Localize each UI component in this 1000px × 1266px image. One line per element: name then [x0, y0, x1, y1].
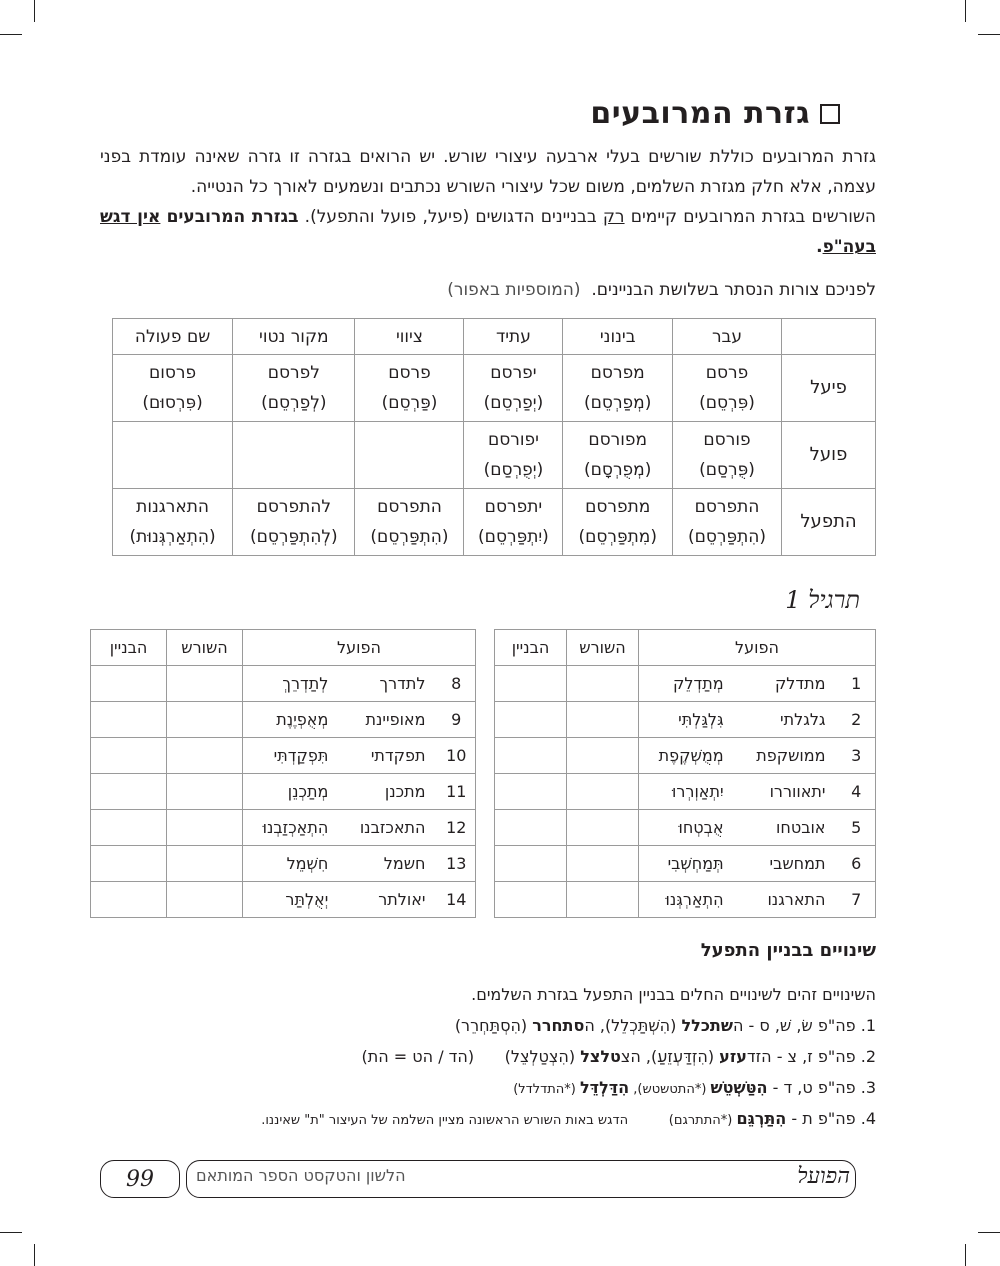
rule-bold: טלצל [580, 1047, 621, 1066]
checkbox-square-icon [820, 104, 840, 124]
binyan-answer-cell[interactable] [91, 846, 167, 882]
root-answer-cell[interactable] [167, 774, 243, 810]
rule-text: (הִשְׁתַּכְלֵל), ה [584, 1016, 682, 1035]
rule-bold: הִתַּרְגֵּם [736, 1109, 787, 1128]
binyan-answer-cell[interactable] [495, 738, 567, 774]
item-nikud: יִתְאַוְרְרוּ [639, 774, 736, 810]
cell-nikud: (הִתְפַּרְסֵם) [687, 527, 767, 547]
column-header: מקור נטוי [233, 319, 355, 355]
item-word: תמחשבי [736, 846, 838, 882]
crop-mark [0, 1232, 22, 1233]
cell-word: מפרסם [590, 363, 645, 383]
column-header: ציווי [355, 319, 464, 355]
item-number: 13 [438, 846, 476, 882]
item-nikud: מְתַדְלֵק [639, 666, 736, 702]
cell-word: לפרסם [267, 363, 320, 383]
cell-word: להתפרסם [256, 497, 332, 517]
item-nikud: מְתַכְנֵן [243, 774, 341, 810]
table-cell [464, 489, 563, 556]
binyan-answer-cell[interactable] [91, 702, 167, 738]
table-row [113, 355, 876, 422]
crop-mark [965, 1244, 966, 1266]
root-answer-cell[interactable] [167, 666, 243, 702]
crop-mark [978, 1232, 1000, 1233]
item-nikud: הִתְאַרְגְּנוּ [639, 882, 736, 918]
cell-nikud: (מְפֻרְסָם) [584, 460, 652, 480]
exercise-row [91, 774, 476, 810]
rule-line-3 [513, 1075, 876, 1103]
item-number: 6 [838, 846, 876, 882]
rule-text: 4. פה"פ ת - [786, 1109, 876, 1128]
root-header: השורש [567, 630, 639, 666]
item-word: התארגנו [736, 882, 838, 918]
binyan-answer-cell[interactable] [91, 882, 167, 918]
rule-bold: עזע [719, 1047, 747, 1066]
exercise-row [91, 738, 476, 774]
item-number: 10 [438, 738, 476, 774]
exercise-row [91, 810, 476, 846]
binyan-answer-cell[interactable] [91, 738, 167, 774]
rule-text: (הִצְטַלְצֵל) [504, 1047, 581, 1066]
root-answer-cell[interactable] [567, 738, 639, 774]
item-number: 11 [438, 774, 476, 810]
exercise-row [91, 882, 476, 918]
table-cell [563, 422, 673, 489]
column-header: בינוני [563, 319, 673, 355]
cell-nikud: (לְהִתְפַּרְסֵם) [249, 527, 338, 547]
item-word: מתכנן [340, 774, 437, 810]
binyan-answer-cell[interactable] [495, 846, 567, 882]
item-nikud: חִשְׁמֵל [243, 846, 341, 882]
root-answer-cell[interactable] [167, 882, 243, 918]
table-cell [464, 355, 563, 422]
footer-book-title: הלשון והטקסט הספר המותאם [196, 1166, 406, 1185]
cell-nikud: (פֻּרְסַם) [699, 460, 755, 480]
exercise-row [495, 774, 876, 810]
binyan-answer-cell[interactable] [91, 774, 167, 810]
item-word: מתדלק [736, 666, 838, 702]
rule-text: (*התטשטש), [629, 1082, 711, 1097]
table-intro-note: (המוספיות באפור) [447, 280, 581, 300]
item-nikud: תְּמַחְשְׁבִי [639, 846, 736, 882]
cell-word: מתפרסם [585, 497, 651, 517]
crop-mark [0, 34, 22, 35]
cell-nikud: (פַּרְסֵם) [381, 393, 438, 413]
rule-line-1 [455, 1013, 876, 1039]
page-number: 99 [100, 1160, 180, 1198]
item-nikud: הִתְאַכְזַבְנוּ [243, 810, 341, 846]
table-row [113, 422, 876, 489]
footer-brand: הפועל [797, 1164, 850, 1189]
cell-nikud: (הִתְאַרְגְּנוּת) [129, 527, 216, 547]
rule-bold: הִדַּלְדֵּל [580, 1078, 630, 1097]
table-cell [233, 355, 355, 422]
item-word: תפקדתי [340, 738, 437, 774]
table-cell [355, 422, 464, 489]
root-answer-cell[interactable] [167, 810, 243, 846]
item-word: אובטחו [736, 810, 838, 846]
cell-word: פרסום [148, 363, 197, 383]
binyan-label: פועל [782, 422, 876, 489]
cell-nikud: (יִתְפַּרְסֵם) [478, 527, 549, 547]
table-header-row [91, 630, 476, 666]
rule-note: (הד / הט = הת) [361, 1047, 475, 1066]
rule-note: הדגש באות השורש הראשונה מציין השלמה של העיצור "ת" שאיננו. [261, 1113, 629, 1128]
item-word: ממושקפת [736, 738, 838, 774]
crop-mark [978, 34, 1000, 35]
exercise-row [91, 702, 476, 738]
item-word: גלגלתי [736, 702, 838, 738]
item-nikud: מְמֻשְׁקֶפֶת [639, 738, 736, 774]
cell-nikud: (יְפַרְסֵם) [483, 393, 544, 413]
binyan-table [112, 318, 876, 556]
binyan-header: הבניין [91, 630, 167, 666]
cell-nikud: (יְפֻרְסַם) [483, 460, 544, 480]
exercise-row [495, 810, 876, 846]
table-cell [563, 489, 673, 556]
intro-bold-underlined: אין דגש בעה"פ [100, 207, 876, 257]
root-answer-cell[interactable] [567, 882, 639, 918]
root-answer-cell[interactable] [567, 846, 639, 882]
item-word: יאולתר [340, 882, 437, 918]
table-cell [563, 355, 673, 422]
exercise-row [495, 882, 876, 918]
table-cell [673, 355, 782, 422]
page-title: גזרת המרובעים [590, 96, 810, 131]
intro-paragraph-2 [100, 202, 876, 262]
item-nikud: תִּפְקַדְתִּי [243, 738, 341, 774]
cell-nikud: (מִתְפַּרְסֵם) [578, 527, 657, 547]
exercise-row [91, 846, 476, 882]
table-cell [233, 422, 355, 489]
exercise-table-left [90, 629, 476, 918]
rule-text: (הִזְדַּעְזֵעַ), הצ [620, 1047, 720, 1066]
item-word: לתדרך [340, 666, 437, 702]
table-cell [113, 422, 233, 489]
binyan-label: פיעל [782, 355, 876, 422]
crop-mark [34, 0, 35, 22]
cell-nikud: (מְפַרְסֵם) [584, 393, 652, 413]
item-number: 12 [438, 810, 476, 846]
binyan-label: התפעל [782, 489, 876, 556]
table-header-row [495, 630, 876, 666]
item-number: 1 [838, 666, 876, 702]
exercise-table-right [494, 629, 876, 918]
table-cell [673, 422, 782, 489]
root-answer-cell[interactable] [167, 738, 243, 774]
binyan-answer-cell[interactable] [495, 702, 567, 738]
table-header-row [113, 319, 876, 355]
rule-line-2 [361, 1044, 876, 1070]
binyan-answer-cell[interactable] [495, 774, 567, 810]
item-number: 9 [438, 702, 476, 738]
rule-line-4 [261, 1106, 876, 1134]
table-row [113, 489, 876, 556]
item-word: התאכזבנו [340, 810, 437, 846]
rule-text: (*התתרגם) [668, 1113, 737, 1128]
cell-word: התארגנות [136, 497, 209, 517]
changes-intro: השינויים זהים לשינויים החלים בבניין התפעל בגזרת השלמים. [471, 985, 876, 1004]
item-nikud: יְאֻלְתַּר [243, 882, 341, 918]
binyan-answer-cell[interactable] [91, 810, 167, 846]
cell-word: יפרסם [490, 363, 537, 383]
item-number: 8 [438, 666, 476, 702]
rule-text: (הִסְתַּחְרֵר) [454, 1016, 533, 1035]
cell-word: פרסם [388, 363, 431, 383]
root-answer-cell[interactable] [167, 702, 243, 738]
rule-bold: שתכלל [681, 1016, 733, 1035]
binyan-header: הבניין [495, 630, 567, 666]
exercise-row [495, 846, 876, 882]
item-number: 3 [838, 738, 876, 774]
item-nikud: מְאֻפְיֶנֶת [243, 702, 341, 738]
verb-header: הפועל [243, 630, 476, 666]
rule-text: 2. פה"פ ז, צ - הזד [746, 1047, 876, 1066]
exercise-title: תרגיל 1 [785, 586, 860, 614]
item-word: מאופיינת [340, 702, 437, 738]
item-number: 5 [838, 810, 876, 846]
cell-word: יפורסם [487, 430, 539, 450]
intro-text: השורשים בגזרת המרובעים קיימים [624, 207, 876, 227]
table-cell [113, 355, 233, 422]
root-header: השורש [167, 630, 243, 666]
table-cell [464, 422, 563, 489]
rule-bold: הִטַּשְׁטֵשׁ [710, 1078, 768, 1097]
cell-word: התפרסם [694, 497, 760, 517]
item-number: 4 [838, 774, 876, 810]
item-number: 7 [838, 882, 876, 918]
exercise-row [91, 666, 476, 702]
item-word: חשמל [340, 846, 437, 882]
binyan-answer-cell[interactable] [495, 882, 567, 918]
crop-mark [965, 0, 966, 22]
exercise-row [495, 702, 876, 738]
table-intro-text: לפניכם צורות הנסתר בשלושת הבניינים. [591, 280, 876, 300]
intro-text: בבניינים הדגושים (פיעל, פועל והתפעל). [298, 207, 603, 227]
item-word: יתאווררו [736, 774, 838, 810]
cell-word: התפרסם [377, 497, 442, 517]
table-cell [673, 489, 782, 556]
cell-nikud: (פִּרְסוּם) [142, 393, 203, 413]
intro-period: . [816, 237, 823, 257]
root-answer-cell[interactable] [567, 702, 639, 738]
table-cell [355, 489, 464, 556]
binyan-answer-cell[interactable] [495, 810, 567, 846]
intro-paragraph-3 [100, 275, 876, 305]
item-number: 14 [438, 882, 476, 918]
rule-bold: סתחרר [532, 1016, 585, 1035]
column-header: עתיד [464, 319, 563, 355]
cell-nikud: (הִתְפַּרְסֵם) [370, 527, 449, 547]
intro-paragraph-1: גזרת המרובעים כוללת שורשים בעלי ארבעה עיצורי שורש. יש הרואים בגזרה זו גזרה שאינה עומדת בפני עצמה, אלא חלק מגזרת השלמים, משום שכל עיצורי השורש נכתבים ונשמעים לאורך כל הנטייה. [100, 147, 876, 197]
title-row [590, 96, 840, 131]
binyan-answer-cell[interactable] [495, 666, 567, 702]
exercise-row [495, 666, 876, 702]
binyan-answer-cell[interactable] [91, 666, 167, 702]
root-answer-cell[interactable] [567, 666, 639, 702]
item-nikud: אֻבְטְחוּ [639, 810, 736, 846]
root-answer-cell[interactable] [567, 810, 639, 846]
column-header: שם פעולה [113, 319, 233, 355]
rule-text: 1. פה"פ שׂ, שׁ, ס - ה [732, 1016, 876, 1035]
root-answer-cell[interactable] [567, 774, 639, 810]
item-nikud: גִּלְגַּלְתִּי [639, 702, 736, 738]
intro-underlined-word: רק [602, 207, 625, 227]
table-cell [233, 489, 355, 556]
rule-text: 3. פה"פ ט, ד - [767, 1078, 876, 1097]
cell-word: מפורסם [588, 430, 648, 450]
cell-word: יתפרסם [484, 497, 543, 517]
intro-bold-text: בגזרת המרובעים [166, 207, 299, 227]
corner-cell [782, 319, 876, 355]
root-answer-cell[interactable] [167, 846, 243, 882]
table-cell [113, 489, 233, 556]
cell-nikud: (לְפַרְסֵם) [261, 393, 327, 413]
cell-nikud: (פִּרְסֵם) [699, 393, 755, 413]
table-cell [355, 355, 464, 422]
exercise-row [495, 738, 876, 774]
item-nikud: לְתַדְרֵךְ [243, 666, 341, 702]
verb-header: הפועל [639, 630, 876, 666]
item-number: 2 [838, 702, 876, 738]
crop-mark [34, 1244, 35, 1266]
rule-text: (*התדלדל) [513, 1082, 580, 1097]
section-heading: שינויים בבניין התפעל [700, 940, 876, 961]
column-header: עבר [673, 319, 782, 355]
cell-word: פרסם [705, 363, 749, 383]
cell-word: פורסם [703, 430, 751, 450]
